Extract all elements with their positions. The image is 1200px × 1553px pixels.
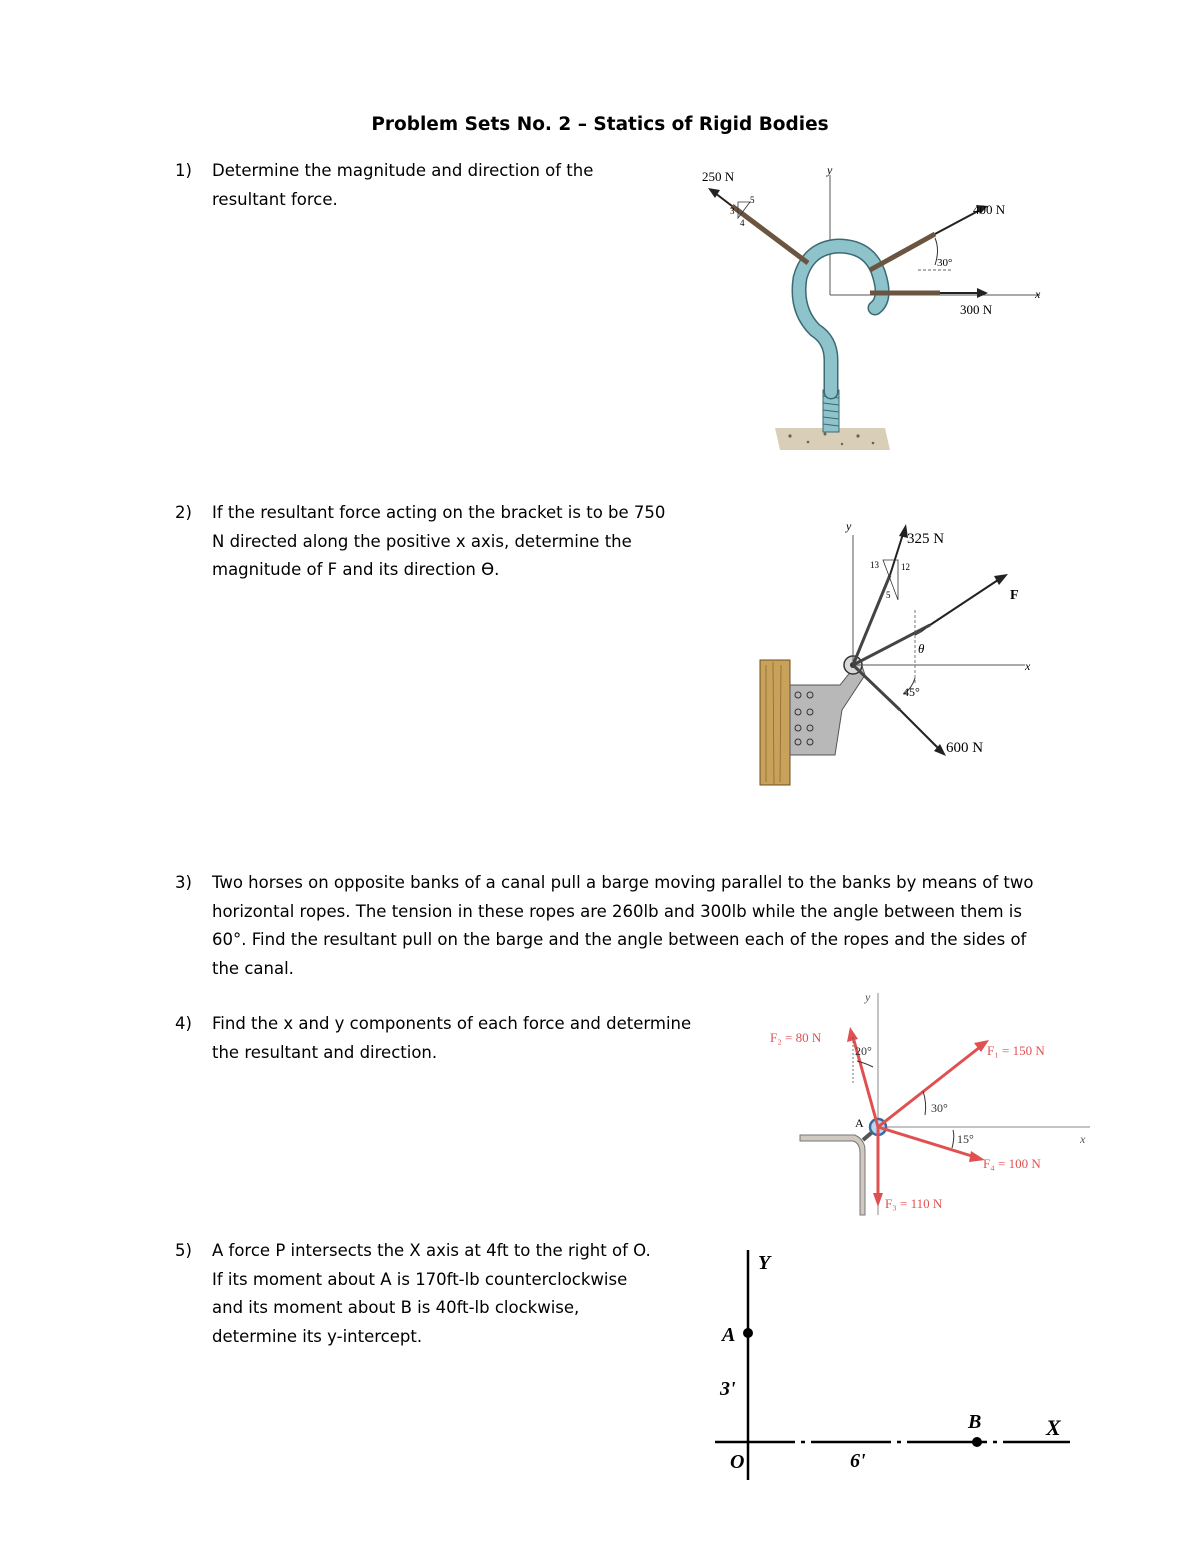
angle-30: 30° — [931, 1101, 948, 1115]
force-F1 — [878, 1047, 980, 1127]
slope-4: 4 — [740, 218, 745, 228]
force-600-label: 600 N — [946, 740, 984, 756]
y-axis-label: y — [865, 990, 871, 1004]
y-axis-label: y — [827, 163, 833, 177]
slope-5: 5 — [750, 195, 755, 205]
problem-line: A force P intersects the X axis at 4ft to the right of O. — [212, 1241, 651, 1260]
point-A — [743, 1328, 753, 1338]
slope-5: 5 — [886, 590, 891, 600]
problem-line: Determine the magnitude and direction of the — [212, 161, 594, 180]
problem-line: magnitude of F and its direction ϴ. — [212, 560, 500, 579]
arrow-300 — [977, 288, 988, 298]
force-F1-label: F₁ = 150 N — [987, 1043, 1045, 1058]
arrow-F — [994, 574, 1008, 585]
problem-number: 2) — [175, 503, 192, 522]
page-title: Problem Sets No. 2 – Statics of Rigid Bodies — [371, 114, 829, 135]
force-300-label: 300 N — [960, 302, 993, 317]
problem-line: 60°. Find the resultant pull on the barge and the angle between each of the ropes and the sides of — [212, 930, 1027, 949]
problem-line: Find the x and y components of each force and determine — [212, 1014, 692, 1033]
force-F-label: F — [1010, 588, 1019, 603]
support — [800, 1135, 865, 1215]
slope-3: 3 — [730, 206, 735, 216]
theta-label: θ — [918, 641, 925, 656]
problem-line: determine its y-intercept. — [212, 1326, 423, 1346]
problem-line: If the resultant force acting on the bracket is to be 750 — [212, 503, 666, 522]
problem-number: 1) — [175, 161, 192, 180]
dimension-3ft: 3' — [720, 1378, 736, 1400]
problem-line: If its moment about A is 170ft-lb counterclockwise — [212, 1269, 628, 1289]
x-axis-label: x — [1080, 1132, 1086, 1146]
problem-line: the canal. — [212, 958, 294, 978]
force-400-label: 400 N — [973, 202, 1006, 217]
figure-force-system — [765, 985, 1095, 1220]
problem-line: resultant force. — [212, 189, 338, 209]
force-F4-label: F₄ = 100 N — [983, 1156, 1041, 1171]
x-axis-label: x — [1035, 287, 1041, 301]
problem-line: the resultant and direction. — [212, 1042, 438, 1062]
figure-eyebolt — [690, 160, 1070, 460]
cable-250 — [732, 206, 808, 263]
slope-12: 12 — [901, 562, 910, 572]
label-X: X — [1046, 1415, 1061, 1440]
dimension-6ft: 6' — [850, 1450, 866, 1472]
figure-bracket — [750, 510, 1050, 790]
cable-400 — [870, 234, 935, 270]
y-axis-label: y — [846, 519, 852, 533]
force-325-label: 325 N — [907, 531, 945, 547]
slope-13: 13 — [870, 560, 879, 570]
problem-line: and its moment about B is 40ft-lb clockwise, — [212, 1298, 580, 1317]
force-F3-label: F₃ = 110 N — [885, 1196, 943, 1211]
rope-325 — [853, 575, 890, 665]
angle-20: 20° — [855, 1044, 872, 1058]
label-B: B — [968, 1411, 982, 1433]
problem-line: horizontal ropes. The tension in these ropes are 260lb and 300lb while the angle between them is — [212, 901, 1022, 921]
figure-moment-axes — [710, 1245, 1080, 1495]
problem-line: N directed along the positive x axis, determine the — [212, 531, 632, 551]
problem-number: 3) — [175, 873, 192, 892]
force-250-label: 250 N — [702, 169, 735, 184]
x-axis-label: x — [1025, 659, 1031, 673]
problem-number: 5) — [175, 1241, 192, 1260]
problem-line: Two horses on opposite banks of a canal pull a barge moving parallel to the banks by means of two — [212, 873, 1034, 892]
angle-45: 45° — [903, 685, 920, 699]
angle-15: 15° — [957, 1132, 974, 1146]
label-O: O — [730, 1451, 745, 1473]
angle-30: 30° — [937, 257, 953, 269]
label-Y: Y — [758, 1252, 771, 1274]
label-A: A — [722, 1324, 736, 1346]
problem-number: 4) — [175, 1014, 192, 1033]
point-B — [972, 1437, 982, 1447]
point-A: A — [855, 1116, 864, 1130]
force-F2-label: F₂ = 80 N — [770, 1030, 822, 1045]
rope-600 — [853, 665, 900, 710]
wood-post — [760, 660, 790, 785]
